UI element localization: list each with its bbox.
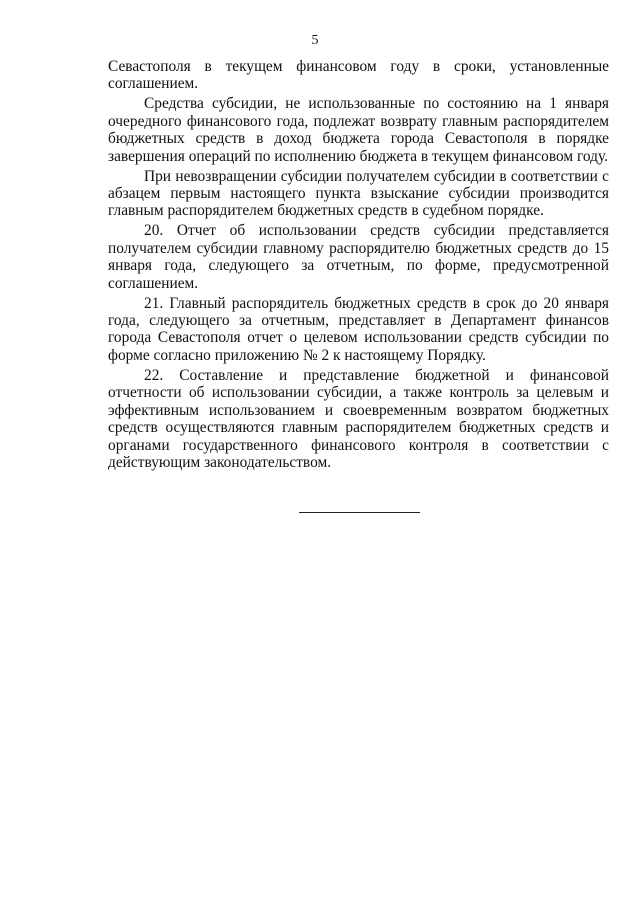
paragraph-recovery-in-court: При невозвращении субсидии получателем субсидии в соответствии с абзацем первым настоящего пункта взыскание субсидии производится главным распорядителем бюджетных средств в судебном порядке.: [108, 167, 609, 220]
paragraph-item-21: 21. Главный распорядитель бюджетных средств в срок до 20 января года, следующего за отчетным, представляет в Департамент финансов города Севастополя отчет о целевом использовании средств субсидии по форме согласно приложению № 2 к настоящему Порядку.: [108, 294, 609, 364]
document-body: [108, 58, 609, 474]
page-number: 5: [311, 33, 319, 48]
paragraph-item-20: 20. Отчет об использовании средств субсидии представляется получателем субсидии главному распорядителю бюджетных средств до 15 января года, следующего за отчетным, по форме, предусмотренной соглашением.: [108, 222, 609, 292]
paragraph-continuation: Севастополя в текущем финансовом году в сроки, установленные соглашением.: [108, 58, 609, 93]
paragraph-item-22: 22. Составление и представление бюджетной и финансовой отчетности об использовании субсидии, а также контроль за целевым и эффективным использованием и своевременным возвратом бюджетных средств осуществляются главным распорядителем бюджетных средств и органами государственного финансового контроля в соответствии с действующим законодательством.: [108, 366, 609, 471]
closing-divider-line: [299, 512, 420, 513]
paragraph-unused-funds-return: Средства субсидии, не использованные по состоянию на 1 января очередного финансового года, подлежат возврату главным распорядителем бюджетных средств в доход бюджета города Севастополя в порядке завершения операций по исполнению бюджета в текущем финансовом году.: [108, 95, 609, 165]
